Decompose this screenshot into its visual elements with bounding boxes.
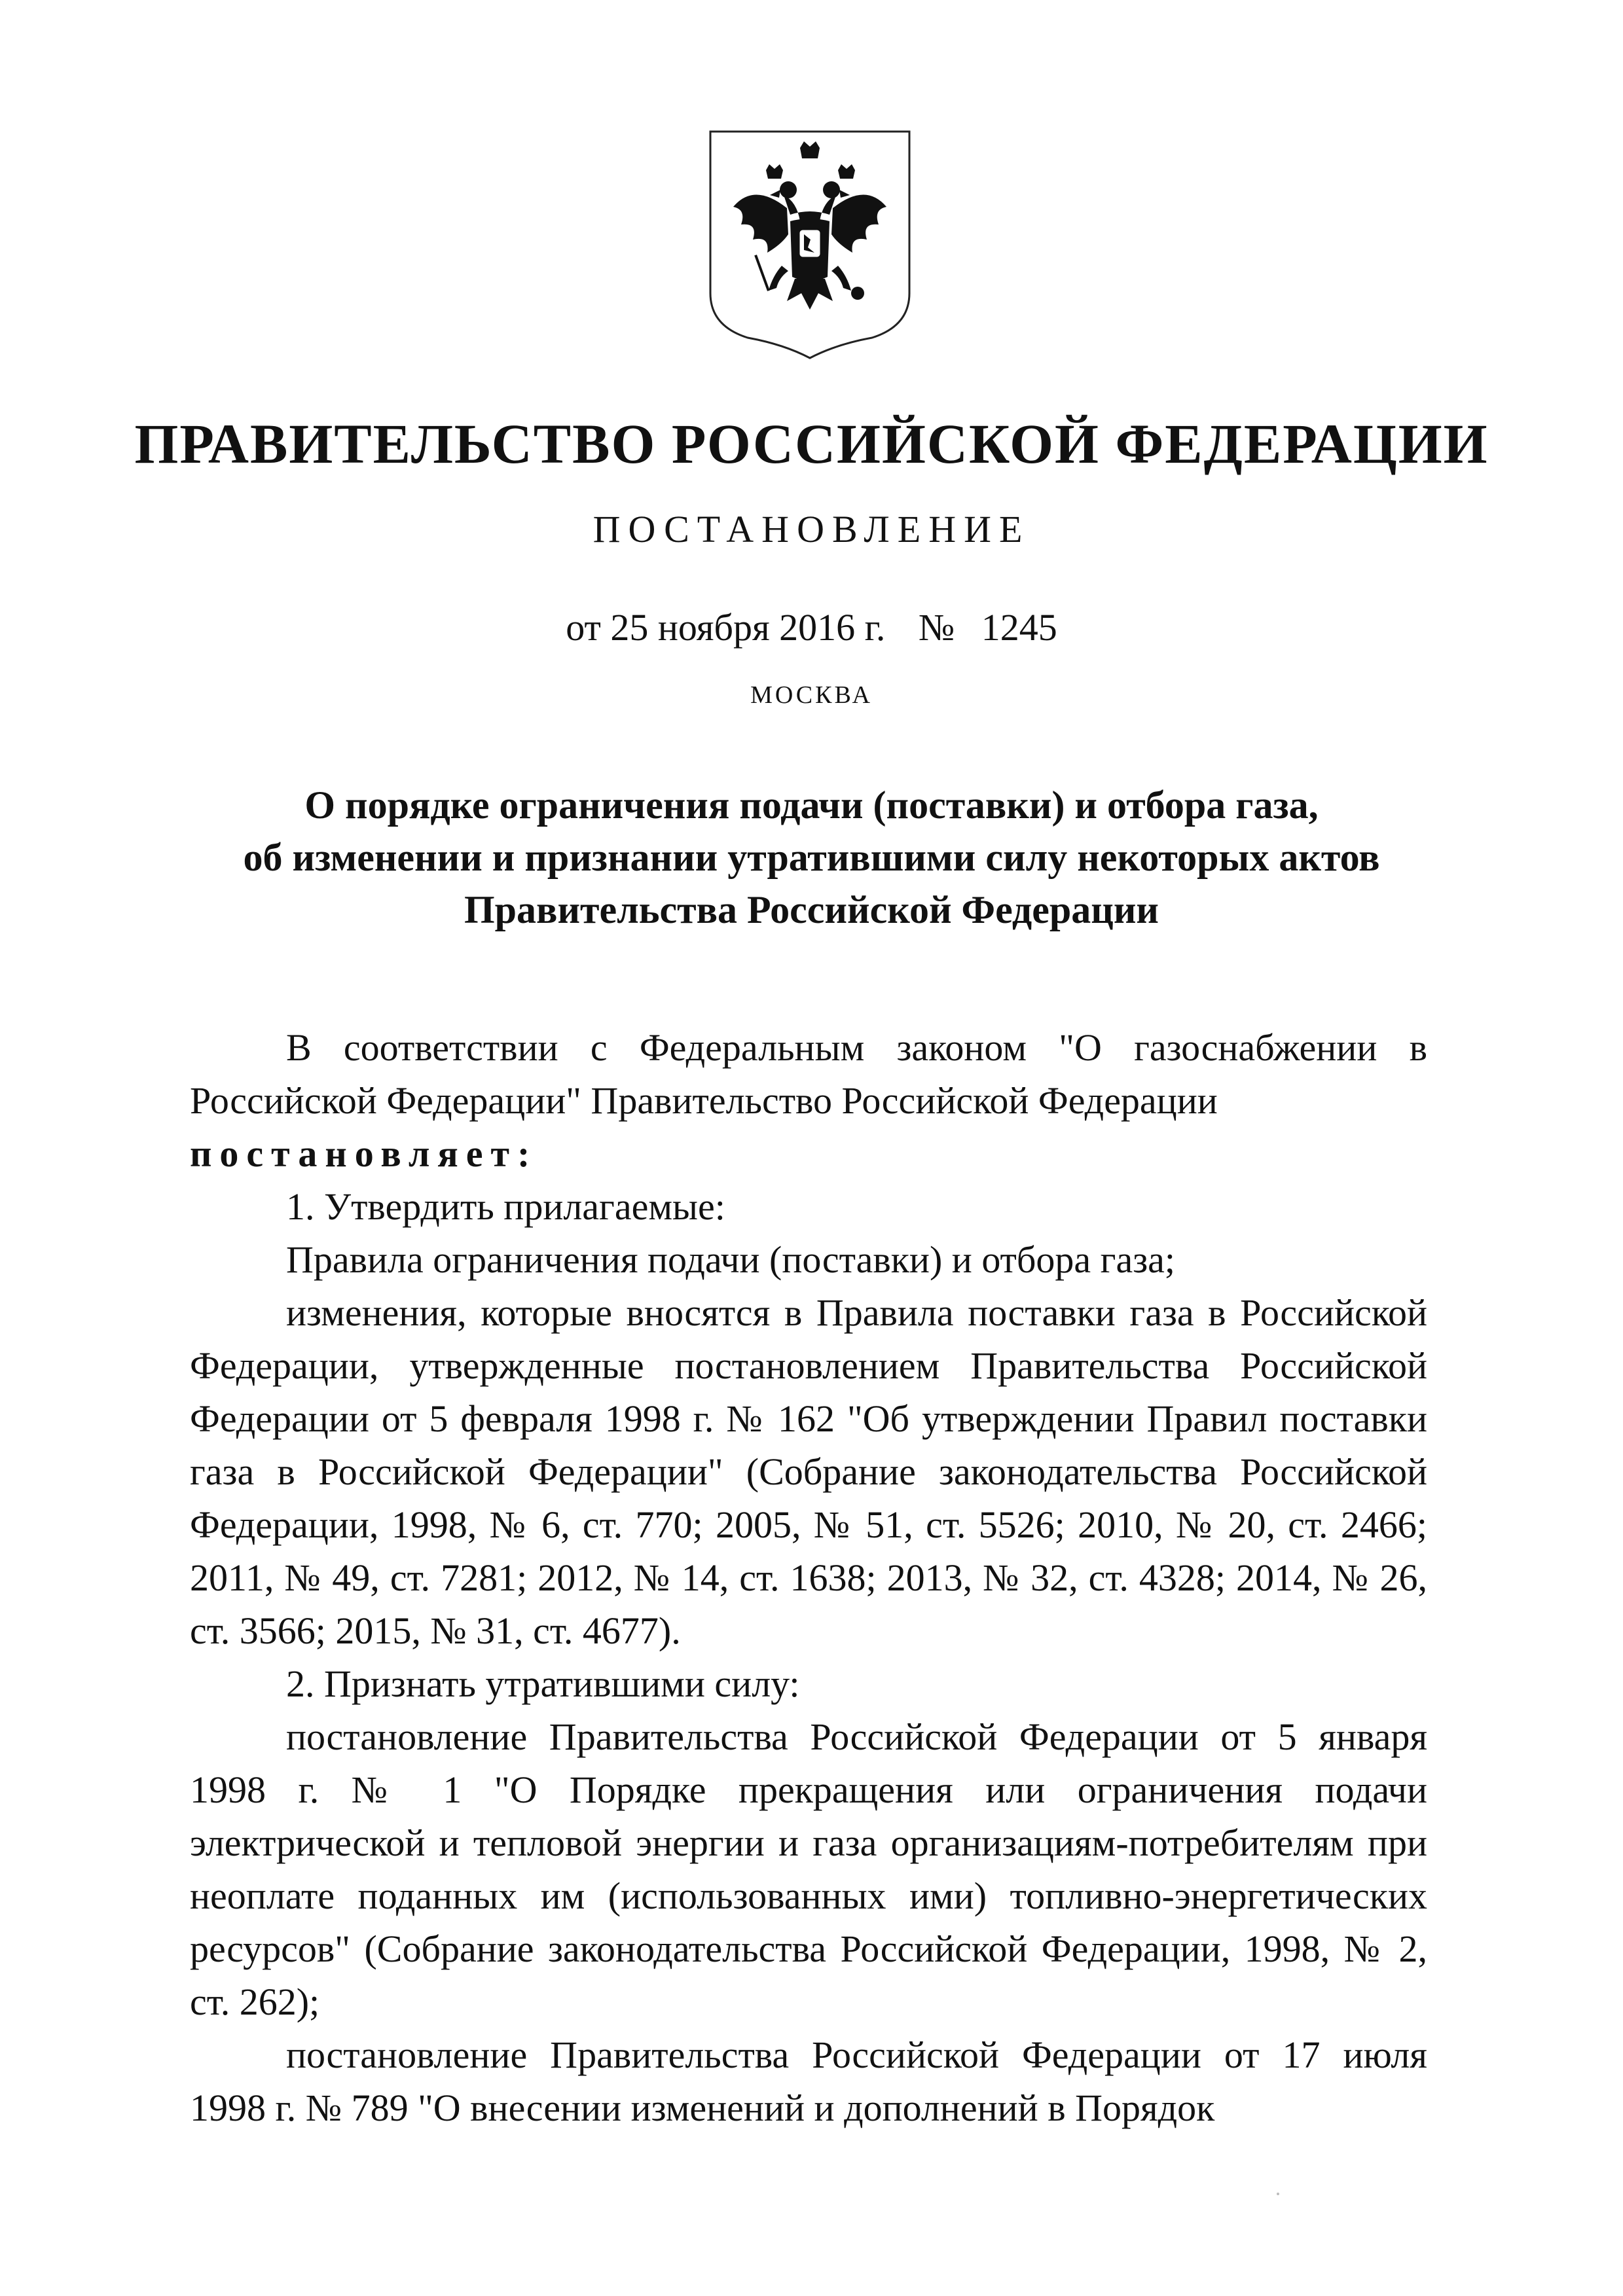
document-number: 1245: [981, 606, 1057, 649]
item-1-amendments: изменения, которые вносятся в Правила поставки газа в Российской Федерации, утвержденные постановлением Правительства Российской Федерации от 5 февраля 1998 г. № 162 "Об утверждении Правил поставки газа в Российской Федерации" (Собрание законодательства Российской Федерации, 1998, № 6, ст. 770; 2005, № 51, ст. 5526; 2010, № 20, ст. 2466; 2011, № 49, ст. 7281; 2012, № 14, ст. 1638; 2013, № 32, ст. 4328; 2014, № 26, ст. 3566; 2015, № 31, ст. 4677).: [190, 1291, 1427, 1652]
city-name: МОСКВА: [750, 681, 873, 709]
resolves-word: [190, 1127, 1427, 1180]
document-type: ПОСТАНОВЛЕНИЕ: [593, 508, 1030, 550]
item-1-rules: Правила ограничения подачи (поставки) и отбора газа;: [286, 1238, 1175, 1281]
item-1-title: 1. Утвердить прилагаемые:: [286, 1185, 725, 1228]
document-subject: [0, 779, 1623, 936]
preamble-paragraph: В соответствии с Федеральным законом "О газоснабжении в Российской Федерации" Правительство Российской Федерации: [190, 1026, 1427, 1122]
subject-line-3: Правительства Российской Федерации: [464, 888, 1159, 931]
document-date: от 25 ноября 2016 г.: [566, 606, 886, 649]
item-2-resolution-1: постановление Правительства Российской Федерации от 5 января 1998 г. № 1 "О Порядке прекращения или ограничения подачи электрической и тепловой энергии и газа организациям-потребителям при неоплате поданных им (использованных ими) топливно-энергетических ресурсов" (Собрание законодательства Российской Федерации, 1998, № 2, ст. 262);: [190, 1715, 1427, 2023]
document-body: [190, 1021, 1427, 2134]
coat-of-arms-emblem: [708, 130, 911, 360]
resolves-text: постановляет:: [190, 1132, 538, 1175]
item-2-resolution-789: постановление Правительства Российской Федерации от 17 июля 1998 г. № 789 "О внесении изменений и дополнений в Порядок: [190, 2034, 1427, 2129]
scan-speck: [1277, 2193, 1279, 2195]
subject-line-2: об изменении и признании утратившими силу некоторых актов: [243, 836, 1380, 879]
item-2-title: 2. Признать утратившими силу:: [286, 1662, 800, 1705]
government-title: ПРАВИТЕЛЬСТВО РОССИЙСКОЙ ФЕДЕРАЦИИ: [134, 412, 1489, 475]
subject-line-1: О порядке ограничения подачи (поставки) и отбора газа,: [304, 783, 1319, 827]
date-number-line: [0, 605, 1623, 649]
number-label: №: [918, 606, 955, 649]
